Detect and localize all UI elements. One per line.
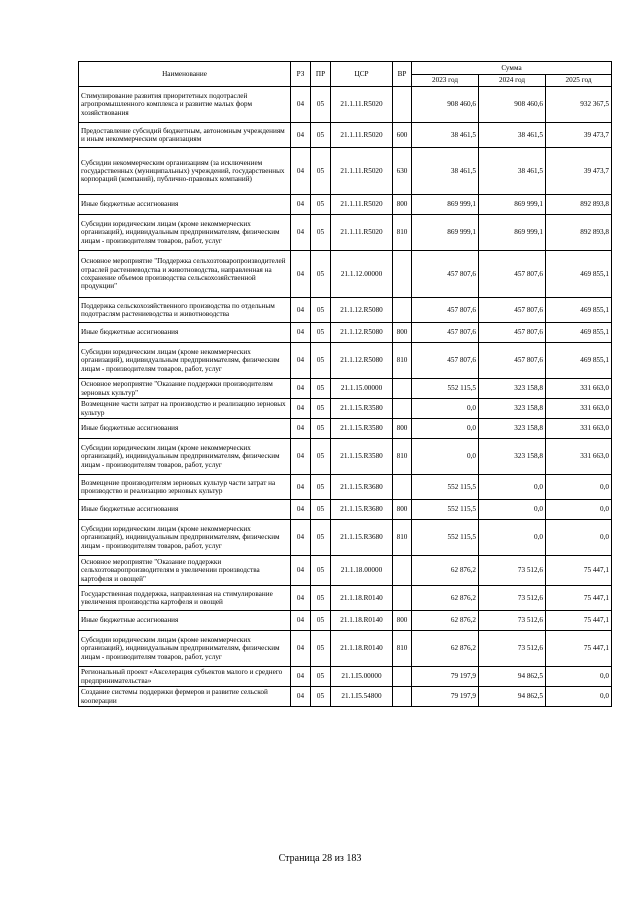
cell-vr xyxy=(393,379,412,399)
cell-2025: 331 663,0 xyxy=(546,379,612,399)
table-row xyxy=(79,379,612,399)
cell-2024: 94 862,5 xyxy=(479,667,546,687)
cell-rz: 04 xyxy=(291,520,311,556)
table-row xyxy=(79,419,612,439)
cell-csr: 21.1.18.00000 xyxy=(331,556,393,586)
cell-pr: 05 xyxy=(311,251,331,298)
cell-rz: 04 xyxy=(291,251,311,298)
cell-pr: 05 xyxy=(311,323,331,343)
cell-vr xyxy=(393,667,412,687)
cell-pr: 05 xyxy=(311,123,331,148)
cell-2024: 73 512,6 xyxy=(479,586,546,611)
header-2025: 2025 год xyxy=(546,75,612,87)
cell-rz: 04 xyxy=(291,419,311,439)
cell-2024: 94 862,5 xyxy=(479,687,546,707)
cell-2023: 0,0 xyxy=(412,399,479,419)
cell-name: Субсидии юридическим лицам (кроме некоммерческих организаций), индивидуальным предпринимателям, физическим лицам - производителям товаров, работ, услуг xyxy=(79,439,291,475)
cell-rz: 04 xyxy=(291,343,311,379)
cell-name: Иные бюджетные ассигнования xyxy=(79,195,291,215)
header-rz: РЗ xyxy=(291,62,311,87)
header-pr: ПР xyxy=(311,62,331,87)
cell-name: Региональный проект «Акселерация субъектов малого и среднего предпринимательства» xyxy=(79,667,291,687)
cell-2024: 323 158,8 xyxy=(479,379,546,399)
cell-vr: 630 xyxy=(393,148,412,195)
table-row xyxy=(79,298,612,323)
cell-csr: 21.1.18.R0140 xyxy=(331,611,393,631)
cell-name: Субсидии юридическим лицам (кроме некоммерческих организаций), индивидуальным предпринимателям, физическим лицам - производителям товаров, работ, услуг xyxy=(79,215,291,251)
cell-2023: 0,0 xyxy=(412,439,479,475)
cell-name: Субсидии юридическим лицам (кроме некоммерческих организаций), индивидуальным предпринимателям, физическим лицам - производителям товаров, работ, услуг xyxy=(79,631,291,667)
table-row xyxy=(79,556,612,586)
cell-vr: 810 xyxy=(393,520,412,556)
header-csr: ЦСР xyxy=(331,62,393,87)
table-row xyxy=(79,343,612,379)
table-row xyxy=(79,631,612,667)
header-sum: Сумма xyxy=(412,62,612,75)
cell-vr: 600 xyxy=(393,123,412,148)
table-row xyxy=(79,123,612,148)
cell-pr: 05 xyxy=(311,631,331,667)
cell-2025: 469 855,1 xyxy=(546,343,612,379)
table-row xyxy=(79,148,612,195)
cell-vr: 810 xyxy=(393,631,412,667)
cell-rz: 04 xyxy=(291,215,311,251)
cell-csr: 21.1.11.R5020 xyxy=(331,215,393,251)
cell-2024: 323 158,8 xyxy=(479,399,546,419)
cell-pr: 05 xyxy=(311,419,331,439)
cell-vr: 800 xyxy=(393,323,412,343)
cell-name: Иные бюджетные ассигнования xyxy=(79,419,291,439)
cell-2023: 552 115,5 xyxy=(412,379,479,399)
table-row xyxy=(79,475,612,500)
cell-2025: 469 855,1 xyxy=(546,298,612,323)
cell-2025: 892 893,8 xyxy=(546,215,612,251)
cell-vr xyxy=(393,586,412,611)
cell-2023: 62 876,2 xyxy=(412,611,479,631)
header-vr: ВР xyxy=(393,62,412,87)
cell-rz: 04 xyxy=(291,439,311,475)
table-row xyxy=(79,195,612,215)
cell-pr: 05 xyxy=(311,556,331,586)
cell-pr: 05 xyxy=(311,87,331,123)
cell-vr: 800 xyxy=(393,500,412,520)
cell-2025: 75 447,1 xyxy=(546,586,612,611)
cell-name: Поддержка сельскохозяйственного производства по отдельным подотраслям растениеводства и животноводства xyxy=(79,298,291,323)
cell-rz: 04 xyxy=(291,586,311,611)
cell-pr: 05 xyxy=(311,215,331,251)
cell-name: Иные бюджетные ассигнования xyxy=(79,500,291,520)
cell-2023: 38 461,5 xyxy=(412,148,479,195)
cell-vr: 800 xyxy=(393,611,412,631)
cell-2025: 75 447,1 xyxy=(546,631,612,667)
table-row xyxy=(79,87,612,123)
cell-csr: 21.1.12.R5080 xyxy=(331,323,393,343)
header-2024: 2024 год xyxy=(479,75,546,87)
cell-vr: 810 xyxy=(393,343,412,379)
budget-table-container xyxy=(78,61,611,707)
header-name: Наименование xyxy=(79,62,291,87)
cell-2023: 869 999,1 xyxy=(412,215,479,251)
table-row xyxy=(79,399,612,419)
cell-2024: 73 512,6 xyxy=(479,556,546,586)
table-row xyxy=(79,611,612,631)
table-row xyxy=(79,667,612,687)
table-row xyxy=(79,251,612,298)
cell-2023: 62 876,2 xyxy=(412,556,479,586)
cell-2024: 457 807,6 xyxy=(479,343,546,379)
cell-name: Создание системы поддержки фермеров и развитие сельской кооперации xyxy=(79,687,291,707)
cell-csr: 21.1.11.R5020 xyxy=(331,148,393,195)
cell-pr: 05 xyxy=(311,475,331,500)
cell-2023: 457 807,6 xyxy=(412,251,479,298)
cell-pr: 05 xyxy=(311,500,331,520)
cell-name: Основное мероприятие "Оказание поддержки сельхозтоваропроизводителям в увеличении производства картофеля и овощей" xyxy=(79,556,291,586)
cell-2023: 62 876,2 xyxy=(412,586,479,611)
cell-2025: 932 367,5 xyxy=(546,87,612,123)
cell-2023: 0,0 xyxy=(412,419,479,439)
cell-name: Основное мероприятие "Оказание поддержки производителям зерновых культур" xyxy=(79,379,291,399)
cell-2023: 79 197,9 xyxy=(412,667,479,687)
cell-csr: 21.1.12.00000 xyxy=(331,251,393,298)
cell-pr: 05 xyxy=(311,379,331,399)
page-number: Страница 28 из 183 xyxy=(278,853,362,864)
cell-csr: 21.1.15.00000 xyxy=(331,379,393,399)
cell-pr: 05 xyxy=(311,687,331,707)
cell-name: Субсидии юридическим лицам (кроме некоммерческих организаций), индивидуальным предпринимателям, физическим лицам - производителям товаров, работ, услуг xyxy=(79,343,291,379)
cell-csr: 21.1.18.R0140 xyxy=(331,586,393,611)
cell-name: Предоставление субсидий бюджетным, автономным учреждениям и иным некоммерческим организациям xyxy=(79,123,291,148)
cell-2023: 552 115,5 xyxy=(412,500,479,520)
cell-csr: 21.1.15.R3680 xyxy=(331,500,393,520)
cell-rz: 04 xyxy=(291,475,311,500)
cell-2024: 323 158,8 xyxy=(479,439,546,475)
cell-vr xyxy=(393,251,412,298)
cell-csr: 21.1.18.R0140 xyxy=(331,631,393,667)
cell-pr: 05 xyxy=(311,439,331,475)
cell-vr xyxy=(393,475,412,500)
cell-2025: 39 473,7 xyxy=(546,148,612,195)
cell-2024: 0,0 xyxy=(479,500,546,520)
cell-2024: 908 460,6 xyxy=(479,87,546,123)
cell-2025: 0,0 xyxy=(546,667,612,687)
cell-2025: 892 893,8 xyxy=(546,195,612,215)
cell-vr xyxy=(393,87,412,123)
cell-vr xyxy=(393,399,412,419)
cell-2025: 0,0 xyxy=(546,520,612,556)
cell-2023: 457 807,6 xyxy=(412,343,479,379)
cell-2025: 469 855,1 xyxy=(546,323,612,343)
cell-2024: 38 461,5 xyxy=(479,148,546,195)
cell-name: Иные бюджетные ассигнования xyxy=(79,611,291,631)
cell-rz: 04 xyxy=(291,611,311,631)
cell-csr: 21.1.I5.54800 xyxy=(331,687,393,707)
cell-2023: 552 115,5 xyxy=(412,520,479,556)
cell-2025: 39 473,7 xyxy=(546,123,612,148)
cell-pr: 05 xyxy=(311,586,331,611)
cell-vr: 810 xyxy=(393,215,412,251)
cell-csr: 21.1.15.R3580 xyxy=(331,419,393,439)
cell-name: Государственная поддержка, направленная на стимулирование увеличения производства картофеля и овощей xyxy=(79,586,291,611)
table-row xyxy=(79,439,612,475)
cell-rz: 04 xyxy=(291,667,311,687)
table-row xyxy=(79,323,612,343)
cell-name: Возмещение производителям зерновых культур части затрат на производство и реализацию зерновых культур xyxy=(79,475,291,500)
cell-2023: 908 460,6 xyxy=(412,87,479,123)
cell-rz: 04 xyxy=(291,631,311,667)
table-row xyxy=(79,215,612,251)
cell-csr: 21.1.11.R5020 xyxy=(331,195,393,215)
cell-pr: 05 xyxy=(311,611,331,631)
cell-2025: 331 663,0 xyxy=(546,419,612,439)
cell-rz: 04 xyxy=(291,500,311,520)
cell-2024: 457 807,6 xyxy=(479,323,546,343)
cell-csr: 21.1.15.R3580 xyxy=(331,439,393,475)
cell-csr: 21.1.15.R3580 xyxy=(331,399,393,419)
cell-pr: 05 xyxy=(311,399,331,419)
cell-2023: 62 876,2 xyxy=(412,631,479,667)
cell-rz: 04 xyxy=(291,399,311,419)
cell-csr: 21.1.I5.00000 xyxy=(331,667,393,687)
cell-2024: 0,0 xyxy=(479,520,546,556)
cell-pr: 05 xyxy=(311,667,331,687)
cell-2023: 869 999,1 xyxy=(412,195,479,215)
cell-name: Иные бюджетные ассигнования xyxy=(79,323,291,343)
cell-name: Основное мероприятие "Поддержка сельхозтоваропроизводителей отраслей растениеводства и животноводства, направленная на сохранение объемов производства сельскохозяйственной продукции" xyxy=(79,251,291,298)
cell-2025: 331 663,0 xyxy=(546,439,612,475)
cell-rz: 04 xyxy=(291,195,311,215)
cell-2025: 75 447,1 xyxy=(546,556,612,586)
cell-pr: 05 xyxy=(311,298,331,323)
cell-2024: 869 999,1 xyxy=(479,195,546,215)
cell-rz: 04 xyxy=(291,556,311,586)
cell-2024: 457 807,6 xyxy=(479,298,546,323)
cell-rz: 04 xyxy=(291,379,311,399)
table-row xyxy=(79,687,612,707)
cell-rz: 04 xyxy=(291,148,311,195)
cell-rz: 04 xyxy=(291,687,311,707)
budget-table xyxy=(78,61,612,707)
cell-rz: 04 xyxy=(291,323,311,343)
table-row xyxy=(79,520,612,556)
cell-2023: 79 197,9 xyxy=(412,687,479,707)
cell-2024: 323 158,8 xyxy=(479,419,546,439)
cell-csr: 21.1.15.R3680 xyxy=(331,520,393,556)
cell-2023: 552 115,5 xyxy=(412,475,479,500)
cell-2025: 75 447,1 xyxy=(546,611,612,631)
cell-vr xyxy=(393,687,412,707)
header-2023: 2023 год xyxy=(412,75,479,87)
cell-2024: 869 999,1 xyxy=(479,215,546,251)
cell-2025: 331 663,0 xyxy=(546,399,612,419)
cell-csr: 21.1.15.R3680 xyxy=(331,475,393,500)
cell-2024: 457 807,6 xyxy=(479,251,546,298)
cell-2025: 469 855,1 xyxy=(546,251,612,298)
table-row xyxy=(79,500,612,520)
cell-vr: 800 xyxy=(393,419,412,439)
cell-vr xyxy=(393,556,412,586)
cell-vr xyxy=(393,298,412,323)
cell-2023: 457 807,6 xyxy=(412,298,479,323)
cell-pr: 05 xyxy=(311,343,331,379)
cell-2023: 457 807,6 xyxy=(412,323,479,343)
cell-2025: 0,0 xyxy=(546,687,612,707)
cell-2025: 0,0 xyxy=(546,500,612,520)
cell-2024: 73 512,6 xyxy=(479,611,546,631)
table-header xyxy=(79,62,612,87)
cell-2024: 73 512,6 xyxy=(479,631,546,667)
cell-2023: 38 461,5 xyxy=(412,123,479,148)
cell-csr: 21.1.12.R5080 xyxy=(331,343,393,379)
cell-csr: 21.1.11.R5020 xyxy=(331,123,393,148)
cell-2025: 0,0 xyxy=(546,475,612,500)
cell-csr: 21.1.12.R5080 xyxy=(331,298,393,323)
cell-csr: 21.1.11.R5020 xyxy=(331,87,393,123)
cell-rz: 04 xyxy=(291,87,311,123)
cell-rz: 04 xyxy=(291,298,311,323)
cell-vr: 810 xyxy=(393,439,412,475)
cell-pr: 05 xyxy=(311,520,331,556)
cell-name: Стимулирование развития приоритетных подотраслей агропромышленного комплекса и развитие малых форм хозяйствования xyxy=(79,87,291,123)
table-row xyxy=(79,586,612,611)
cell-2024: 0,0 xyxy=(479,475,546,500)
cell-2024: 38 461,5 xyxy=(479,123,546,148)
cell-vr: 800 xyxy=(393,195,412,215)
cell-name: Возмещение части затрат на производство и реализацию зерновых культур xyxy=(79,399,291,419)
cell-rz: 04 xyxy=(291,123,311,148)
cell-name: Субсидии некоммерческим организациям (за исключением государственных (муниципальных) учреждений, государственных корпораций (компаний), публично-правовых компаний) xyxy=(79,148,291,195)
cell-pr: 05 xyxy=(311,195,331,215)
cell-name: Субсидии юридическим лицам (кроме некоммерческих организаций), индивидуальным предпринимателям, физическим лицам - производителям товаров, работ, услуг xyxy=(79,520,291,556)
cell-pr: 05 xyxy=(311,148,331,195)
table-body xyxy=(79,87,612,707)
